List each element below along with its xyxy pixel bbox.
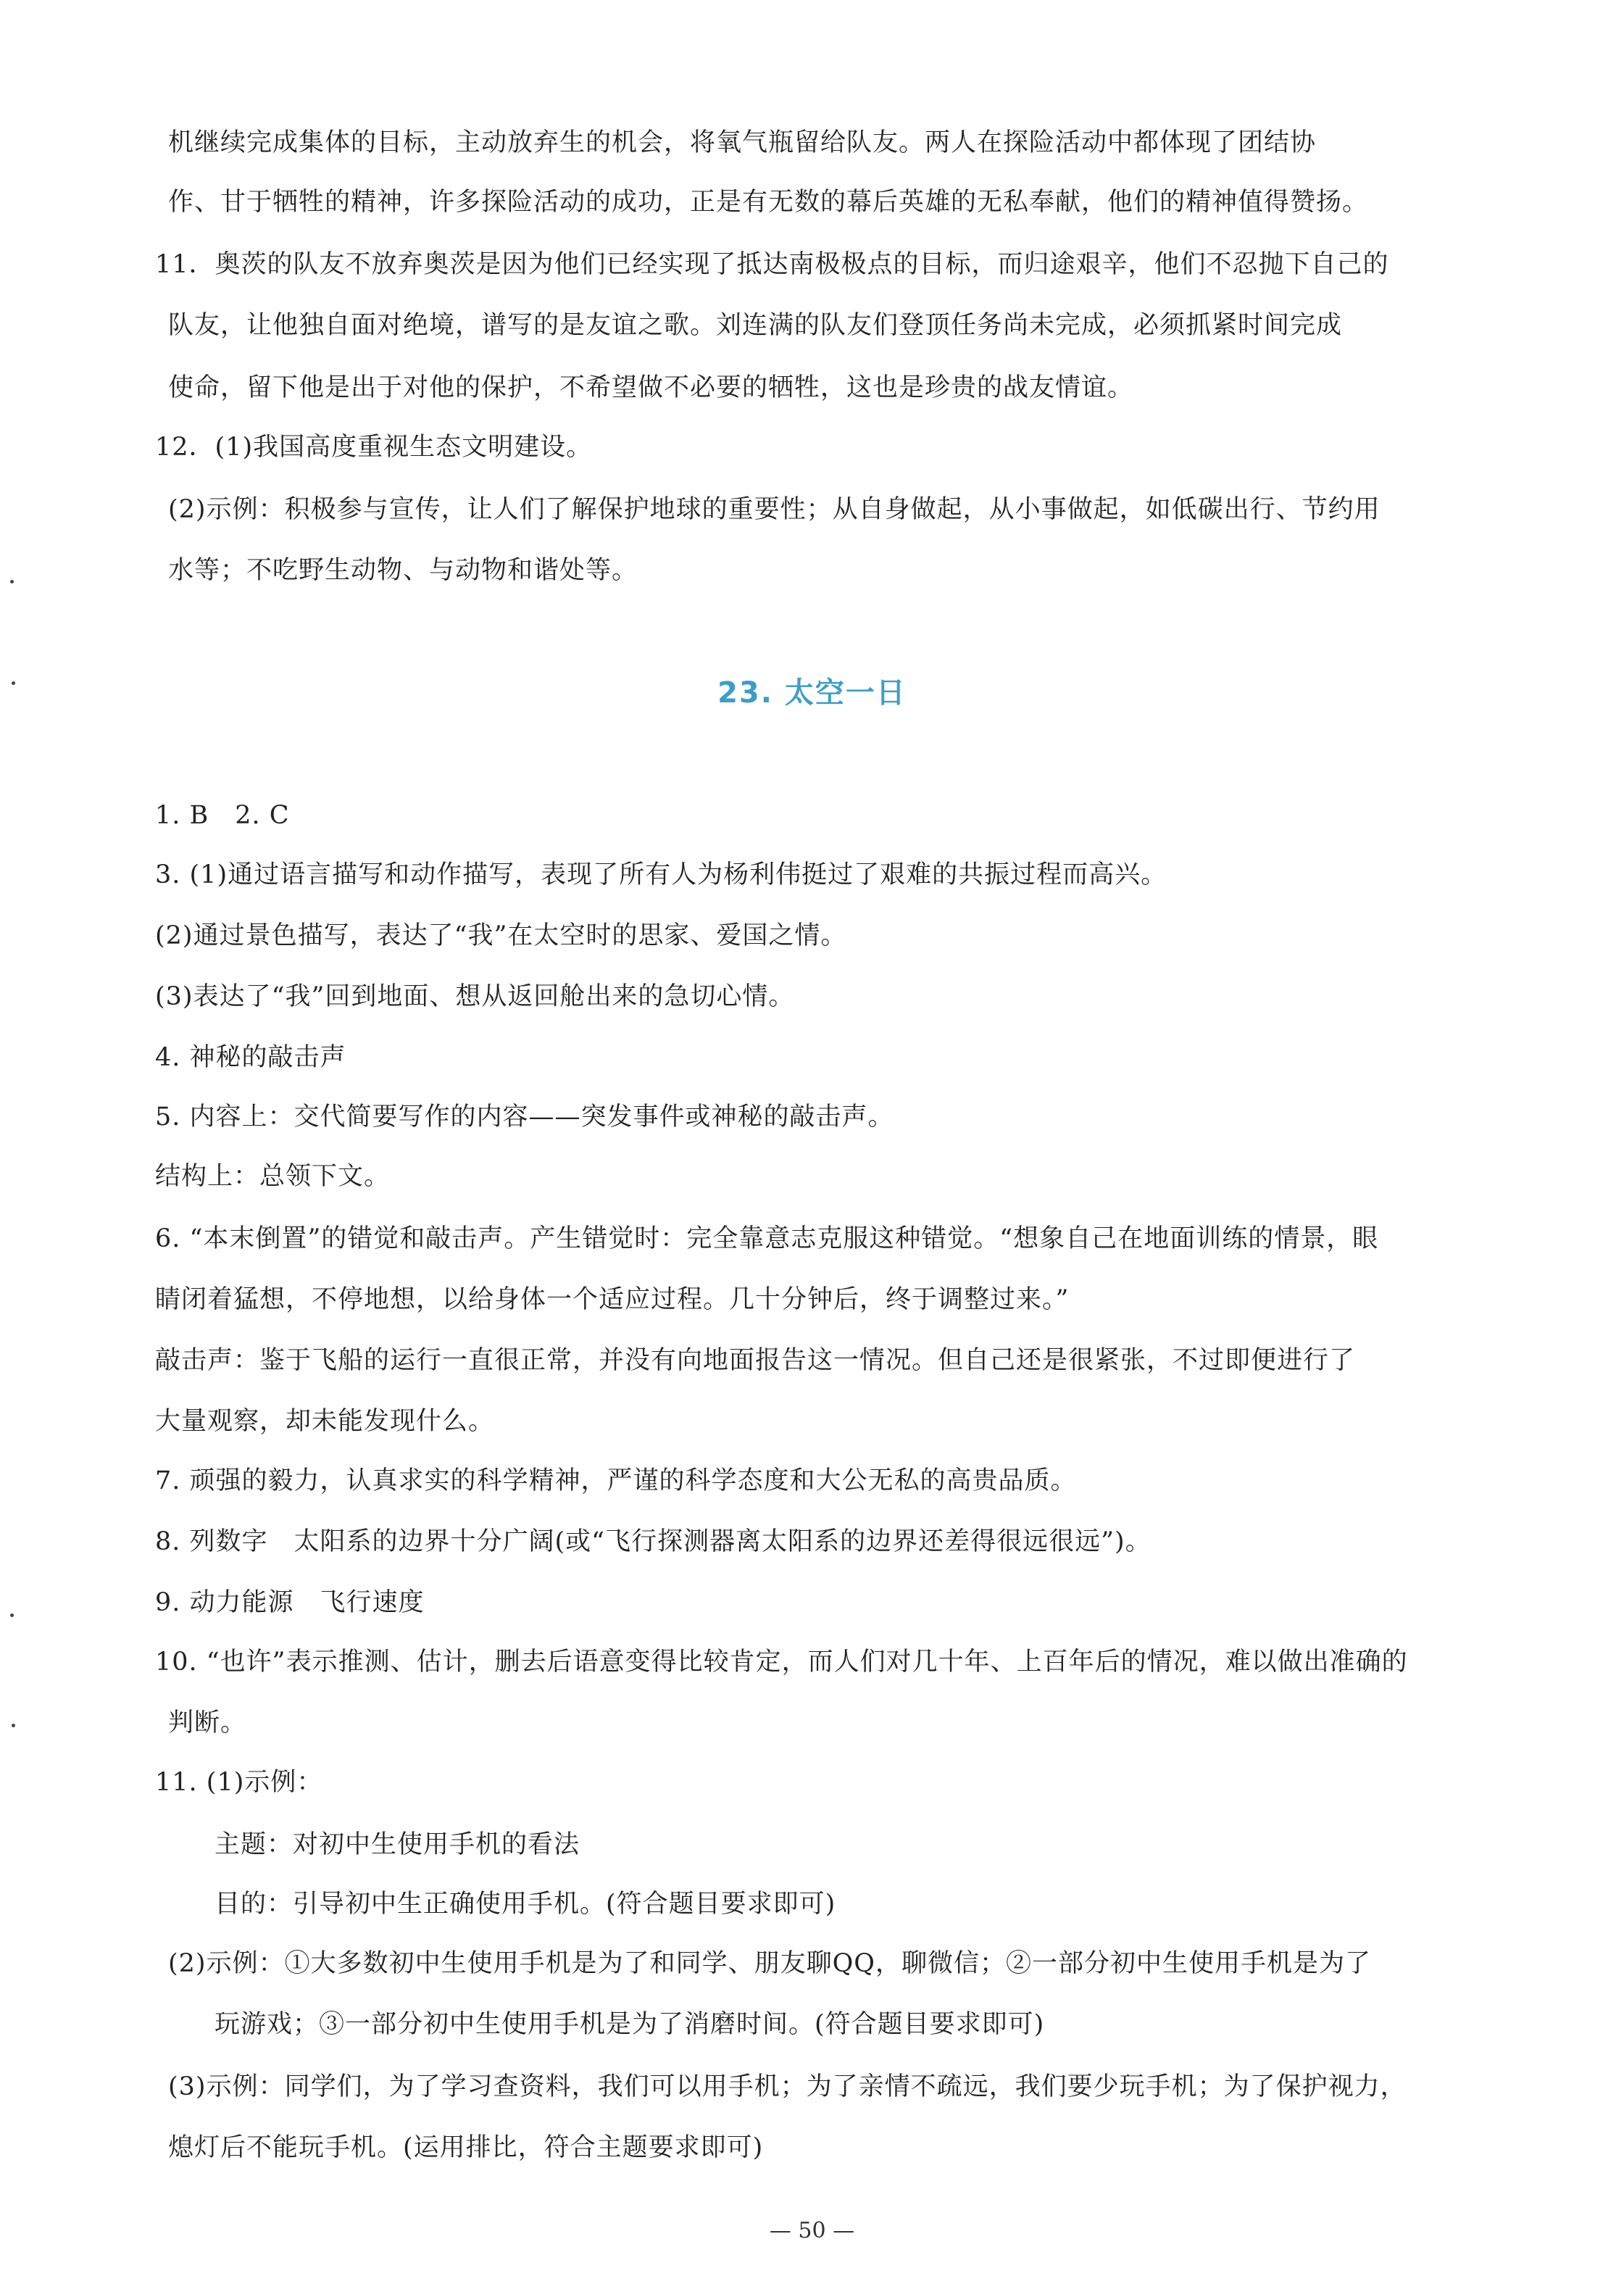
answer-line: (2)通过景色描写，表达了“我”在太空时的思家、爱国之情。 bbox=[155, 921, 847, 950]
text-line: 11．奥茨的队友不放弃奥茨是因为他们已经实现了抵达南极极点的目标，而归途艰辛，他们不忍抛下自己的 bbox=[155, 250, 1389, 279]
text-line: 12．(1)我国高度重视生态文明建设。 bbox=[155, 433, 593, 462]
answer-line: 主题：对初中生使用手机的看法 bbox=[215, 1830, 580, 1859]
answer-line: (2)示例：①大多数初中生使用手机是为了和同学、朋友聊QQ，聊微信；②一部分初中生使用手机是为了 bbox=[168, 1949, 1371, 1978]
answer-line: (3)表达了“我”回到地面、想从返回舱出来的急切心情。 bbox=[155, 982, 795, 1011]
answer-line: 4. 神秘的敲击声 bbox=[155, 1043, 346, 1072]
answer-line: 判断。 bbox=[168, 1708, 247, 1737]
answer-line: 睛闭着猛想，不停地想，以给身体一个适应过程。几十分钟后，终于调整过来。” bbox=[155, 1285, 1070, 1314]
section-title: 23. 太空一日 bbox=[717, 676, 907, 710]
answer-line: 结构上：总领下文。 bbox=[155, 1162, 391, 1191]
scan-mark bbox=[12, 1724, 15, 1727]
scan-mark bbox=[10, 1613, 14, 1617]
scan-mark bbox=[10, 580, 14, 583]
text-line: 机继续完成集体的目标，主动放弃生的机会，将氧气瓶留给队友。两人在探险活动中都体现了团结协 bbox=[168, 128, 1317, 157]
answer-line: 3. (1)通过语言描写和动作描写，表现了所有人为杨利伟挺过了艰难的共振过程而高兴。 bbox=[155, 860, 1167, 889]
answer-line: 9. 动力能源 飞行速度 bbox=[155, 1588, 425, 1617]
scan-mark bbox=[12, 681, 15, 685]
answer-line: 11. (1)示例： bbox=[155, 1768, 323, 1797]
text-line: (2)示例：积极参与宣传，让人们了解保护地球的重要性；从自身做起，从小事做起，如低碳出行、节约用 bbox=[168, 495, 1381, 524]
text-line: 作、甘于牺牲的精神，许多探险活动的成功，正是有无数的幕后英雄的无私奉献，他们的精神值得赞扬。 bbox=[168, 188, 1369, 217]
answer-line: 玩游戏；③一部分初中生使用手机是为了消磨时间。(符合题目要求即可) bbox=[215, 2010, 1045, 2039]
page-number: — 50 — bbox=[769, 2218, 855, 2243]
answer-line: 7. 顽强的毅力，认真求实的科学精神，严谨的科学态度和大公无私的高贵品质。 bbox=[155, 1466, 1077, 1495]
answer-line: 敲击声：鉴于飞船的运行一直很正常，并没有向地面报告这一情况。但自己还是很紧张，不过即便进行了 bbox=[155, 1346, 1356, 1375]
answer-line: 5. 内容上：交代简要写作的内容——突发事件或神秘的敲击声。 bbox=[155, 1102, 894, 1131]
answer-line: 1. B 2. C bbox=[155, 801, 290, 830]
text-line: 水等；不吃野生动物、与动物和谐处等。 bbox=[168, 556, 638, 585]
answer-line: 熄灯后不能玩手机。(运用排比，符合主题要求即可) bbox=[168, 2133, 764, 2162]
text-line: 使命，留下他是出于对他的保护，不希望做不必要的牺牲，这也是珍贵的战友情谊。 bbox=[168, 373, 1134, 402]
answer-line: 6. “本末倒置”的错觉和敲击声。产生错觉时：完全靠意志克服这种错觉。“想象自己在地面训练的情景，眼 bbox=[155, 1224, 1379, 1253]
answer-line: 目的：引导初中生正确使用手机。(符合题目要求即可) bbox=[215, 1890, 836, 1919]
answer-line: 8. 列数字 太阳系的边界十分广阔(或“飞行探测器离太阳系的边界还差得很远很远”)。 bbox=[155, 1527, 1152, 1556]
answer-line: 大量观察，却未能发现什么。 bbox=[155, 1407, 495, 1436]
answer-line: (3)示例：同学们，为了学习查资料，我们可以用手机；为了亲情不疏远，我们要少玩手机；为了保护视力， bbox=[168, 2072, 1407, 2101]
answer-line: 10. “也许”表示推测、估计，删去后语意变得比较肯定，而人们对几十年、上百年后的情况，难以做出准确的 bbox=[155, 1648, 1408, 1677]
text-line: 队友，让他独自面对绝境，谱写的是友谊之歌。刘连满的队友们登顶任务尚未完成，必须抓紧时间完成 bbox=[168, 311, 1343, 340]
